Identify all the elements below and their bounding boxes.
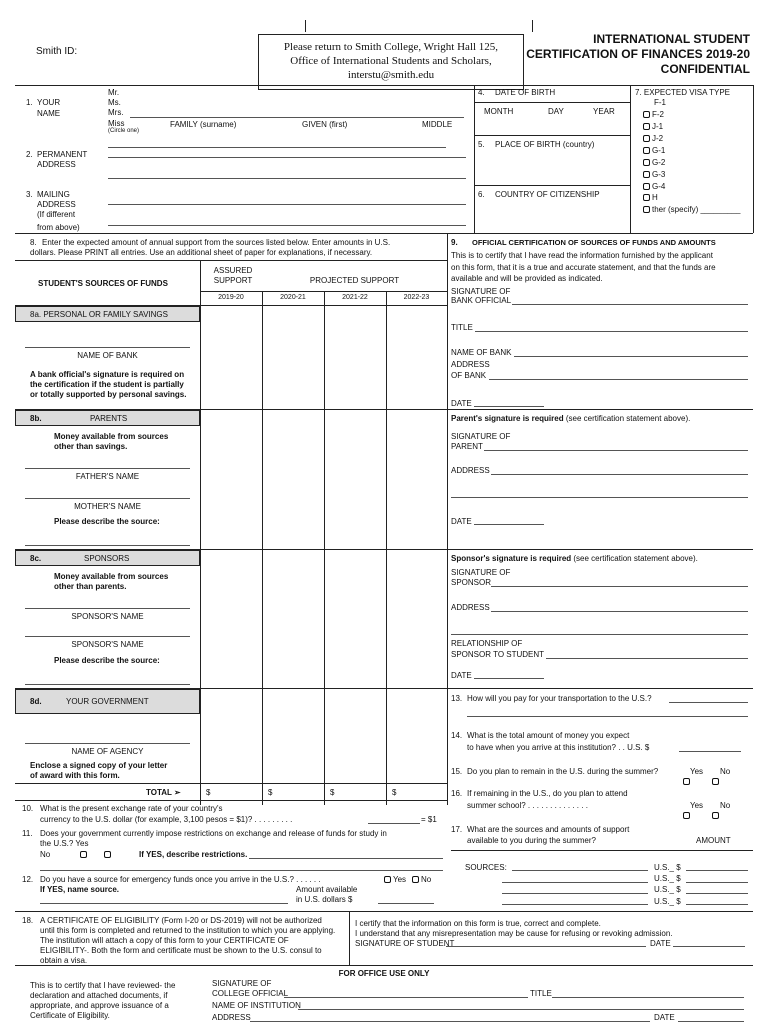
visa-f2[interactable]: F-2 <box>643 110 664 119</box>
assured-header-1: ASSURED <box>213 266 253 275</box>
form-title-1: INTERNATIONAL STUDENT <box>593 32 750 46</box>
q16-yes-label: Yes <box>690 801 704 810</box>
mailing-address-line-2[interactable] <box>108 225 466 226</box>
q12-number: 12. <box>22 875 34 884</box>
return-line-2: Office of International Students and Scholars, <box>290 55 492 67</box>
s8d-enclose-2: of award with this form. <box>30 771 120 780</box>
q11-if-yes: If YES, describe restrictions. <box>139 850 248 859</box>
parent-sig-required: Parent's signature is required (see certification statement above). <box>451 414 691 423</box>
s5-number: 5. <box>478 140 485 149</box>
bank-official-signature-line[interactable] <box>512 304 748 305</box>
assured-header-2: SUPPORT <box>213 276 253 285</box>
sponsor-date-line[interactable] <box>474 678 544 679</box>
q18-number: 18. <box>22 916 34 925</box>
emergency-amount-line[interactable] <box>378 903 434 904</box>
s2-number: 2. <box>26 150 33 159</box>
q16-text-2: summer school? . . . . . . . . . . . . . . <box>467 801 588 810</box>
q12-text-1: Do you have a source for emergency funds once you arrive in the U.S.? . . . . . . <box>40 875 321 884</box>
office-address-label: ADDRESS <box>212 1013 251 1022</box>
visa-g2[interactable]: G-2 <box>643 158 665 167</box>
q15-yes-label: Yes <box>690 767 704 776</box>
agency-name-label: NAME OF AGENCY <box>71 747 144 756</box>
s8b-money-1: Money available from sources <box>54 432 169 441</box>
return-email: interstu@smith.edu <box>347 69 435 81</box>
summer-source-line-3[interactable] <box>502 893 648 894</box>
s8-instructions-1: Enter the expected amount of annual support from the sources listed below. Enter amounts in U.S. <box>42 238 391 247</box>
s9-number: 9. <box>451 238 458 247</box>
q18-text-3: The institution will attach a copy of this form to your CERTIFICATE OF <box>40 936 289 945</box>
s7-label: 7. EXPECTED VISA TYPE <box>635 88 730 97</box>
s4-number: 4. <box>478 88 485 97</box>
circle-one-hint: (Circle one) <box>108 128 140 134</box>
sponsor-name-label-2: SPONSOR'S NAME <box>71 640 144 649</box>
mailing-address-line-1[interactable] <box>108 204 466 205</box>
visa-g4[interactable]: G-4 <box>643 182 665 191</box>
s8d-number: 8d. <box>30 697 42 706</box>
s9-text-2: on this form, that it is a true and accurate statement, and that the funds are <box>451 263 716 272</box>
return-line-1: Please return to Smith College, Wright Hall 125, <box>283 41 499 53</box>
s8c-number: 8c. <box>30 554 42 563</box>
office-title-line[interactable] <box>552 997 744 998</box>
q12-amount-1: Amount available <box>296 885 358 894</box>
s4-label: DATE OF BIRTH <box>495 88 556 97</box>
q11-no-label: No <box>40 850 51 859</box>
s1-label-your: YOUR <box>37 98 61 107</box>
student-signature-line[interactable] <box>446 946 646 947</box>
sponsor-sig-label-1: SIGNATURE OF <box>451 568 511 577</box>
given-label: GIVEN (first) <box>302 120 348 129</box>
emergency-source-line[interactable] <box>40 903 288 904</box>
name-input-line[interactable] <box>130 117 464 118</box>
sponsor-name-line-2[interactable] <box>25 636 190 637</box>
father-name-label: FATHER'S NAME <box>75 472 140 481</box>
s9-address-label-2: OF BANK <box>451 371 487 380</box>
total-dollar-2[interactable]: $ <box>268 788 273 797</box>
q15-number: 15. <box>451 767 463 776</box>
form-title-3: CONFIDENTIAL <box>660 62 750 76</box>
s8a-note-1: A bank official's signature is required on <box>30 370 185 379</box>
q10-text-2: currency to the U.S. dollar (for example, 3,100 pesos = $1)? . . . . . . . . . <box>40 815 293 824</box>
student-date-line[interactable] <box>673 946 745 947</box>
parent-sig-label-1: SIGNATURE OF <box>451 432 511 441</box>
q13-number: 13. <box>451 694 463 703</box>
q11-text-2: the U.S.? Yes <box>40 839 89 848</box>
sponsor-sig-label-2: SPONSOR <box>451 578 492 587</box>
sponsor-address-line-2[interactable] <box>451 634 748 635</box>
s8a-note-2: the certification if the student is partially <box>30 380 184 389</box>
sponsor-name-line-1[interactable] <box>25 608 190 609</box>
parent-signature-line[interactable] <box>484 450 748 451</box>
q17-amount-header: AMOUNT <box>696 836 731 845</box>
exchange-rate-line[interactable] <box>368 823 420 824</box>
parent-date-line[interactable] <box>474 524 544 525</box>
projected-header: PROJECTED SUPPORT <box>309 276 400 285</box>
sponsor-date-label: DATE <box>451 671 472 680</box>
s9-address-label-1: ADDRESS <box>451 360 490 369</box>
s8b-number: 8b. <box>30 414 42 423</box>
q11-text-1: Does your government currently impose restrictions on exchange and release of funds for study in <box>40 829 387 838</box>
q17-text-1: What are the sources and amounts of support <box>467 825 630 834</box>
q18-text-5: obtain a visa. <box>40 956 88 965</box>
s8c-money-2: other than parents. <box>54 582 127 591</box>
q13-answer-line-2[interactable] <box>467 716 748 717</box>
parent-address-line-2[interactable] <box>451 497 748 498</box>
s9-text-1: This is to certify that I have read the information furnished by the applicant <box>451 251 713 260</box>
visa-h[interactable]: H <box>643 193 658 202</box>
q11-yes-checkbox[interactable] <box>80 850 89 859</box>
agency-name-line[interactable] <box>25 743 190 744</box>
visa-g1[interactable]: G-1 <box>643 146 665 155</box>
sponsor-source-line[interactable] <box>25 684 190 685</box>
q13-answer-line-1[interactable] <box>669 702 748 703</box>
title-mr[interactable]: Mr. <box>108 88 120 97</box>
s3-number: 3. <box>26 190 33 199</box>
q14-text-2: to have when you arrive at this institution? . . U.S. $ <box>467 743 650 752</box>
s3-label-1: MAILING <box>37 190 70 199</box>
s9-bank-address-line[interactable] <box>489 379 748 380</box>
visa-f1[interactable]: F-1 <box>654 98 666 107</box>
s5-label: PLACE OF BIRTH (country) <box>495 140 595 149</box>
year-col-2: 2020-21 <box>280 294 306 301</box>
s8b-title: PARENTS <box>90 414 128 423</box>
q15-yes-checkbox[interactable] <box>683 777 692 786</box>
s8a-note-3: or totally supported by personal savings. <box>30 390 187 399</box>
college-official-signature-line[interactable] <box>284 997 528 998</box>
office-use-title: FOR OFFICE USE ONLY <box>338 969 430 978</box>
s6-number: 6. <box>478 190 485 199</box>
middle-label: MIDDLE <box>422 120 453 129</box>
summer-amount-2[interactable]: U.S._ $ <box>654 874 681 883</box>
sources-header: STUDENT'S SOURCES OF FUNDS <box>38 279 168 288</box>
title-mrs[interactable]: Mrs. <box>108 108 124 117</box>
s8d-enclose-1: Enclose a signed copy of your letter <box>30 761 168 770</box>
parent-source-line[interactable] <box>25 545 190 546</box>
q17-number: 17. <box>451 825 463 834</box>
q16-no-checkbox[interactable] <box>712 811 721 820</box>
s9-text-3: available and will be provided as indicated. <box>451 274 603 283</box>
parent-address-label: ADDRESS <box>451 466 490 475</box>
q12-if-yes: If YES, name source. <box>40 885 119 894</box>
institution-label: NAME OF INSTITUTION <box>212 1001 301 1010</box>
summer-source-line-1[interactable] <box>512 870 648 871</box>
bank-official-sig-label-2: BANK OFFICIAL <box>451 296 512 305</box>
mother-name-label: MOTHER'S NAME <box>74 502 141 511</box>
q16-text-1: If remaining in the U.S., do you plan to attend <box>467 789 628 798</box>
q18-text-2: until this form is completed and returned to the institution to which you are applying. <box>40 926 336 935</box>
total-dollar-4[interactable]: $ <box>392 788 397 797</box>
s8a-title: 8a. PERSONAL OR FAMILY SAVINGS <box>30 310 168 319</box>
parent-sig-label-2: PARENT <box>451 442 483 451</box>
total-dollar-3[interactable]: $ <box>330 788 335 797</box>
q11-number: 11. <box>22 829 33 838</box>
s2-label-1: PERMANENT <box>37 150 88 159</box>
q11-no-checkbox[interactable] <box>104 850 113 859</box>
s8b-describe: Please describe the source: <box>54 517 160 526</box>
year-col-1: 2019-20 <box>218 294 244 301</box>
office-address-line[interactable] <box>250 1021 650 1022</box>
q14-text-1: What is the total amount of money you expect <box>467 731 630 740</box>
summer-amount-4[interactable]: U.S._ $ <box>654 897 681 906</box>
visa-other[interactable]: ther (specify) _________ <box>643 205 741 214</box>
q14-number: 14. <box>451 731 463 740</box>
office-cert-4: Certificate of Eligibility. <box>30 1011 110 1020</box>
relationship-label-1: RELATIONSHIP OF <box>451 639 523 648</box>
family-label: FAMILY (surname) <box>170 120 237 129</box>
s2-label-2: ADDRESS <box>37 160 76 169</box>
q12-amount-2: in U.S. dollars $ <box>296 895 353 904</box>
cert-text-1: I certify that the information on this form is true, correct and complete. <box>355 919 601 928</box>
institution-line[interactable] <box>298 1009 744 1010</box>
office-cert-3: appropriate, and approve issuance of a <box>30 1001 169 1010</box>
bank-official-sig-label-1: SIGNATURE OF <box>451 287 511 296</box>
q10-end: = $1 <box>421 815 437 824</box>
relationship-line[interactable] <box>546 658 748 659</box>
bank-name-line[interactable] <box>25 347 190 348</box>
s3-label-3: (If different <box>37 210 76 219</box>
sponsor-signature-line[interactable] <box>491 586 748 587</box>
title-ms[interactable]: Ms. <box>108 98 121 107</box>
cert-text-2: I understand that any misrepresentation may be cause for refusing or revoking admission. <box>355 929 673 938</box>
s8c-describe: Please describe the source: <box>54 656 160 665</box>
s9-bank-name-label: NAME OF BANK <box>451 348 512 357</box>
restrictions-line-2[interactable] <box>40 870 443 871</box>
total-label: TOTAL ➢ <box>146 788 181 797</box>
visa-g3[interactable]: G-3 <box>643 170 665 179</box>
bank-official-title-line[interactable] <box>475 331 748 332</box>
s9-date-line[interactable] <box>474 406 544 407</box>
dob-day[interactable]: DAY <box>548 107 564 116</box>
visa-j2[interactable]: J-2 <box>643 134 663 143</box>
office-cert-2: declaration and attached documents, if <box>30 991 168 1000</box>
q17-text-2: available to you during the summer? <box>467 836 596 845</box>
father-name-line[interactable] <box>25 468 190 469</box>
s8b-money-2: other than savings. <box>54 442 128 451</box>
student-date-label: DATE <box>650 939 671 948</box>
q12-yes[interactable]: Yes <box>384 875 406 884</box>
office-cert-1: This is to certify that I have reviewed- the <box>30 981 176 990</box>
summer-amount-3[interactable]: U.S._ $ <box>654 885 681 894</box>
permanent-address-line-2[interactable] <box>108 178 466 179</box>
permanent-address-line-1[interactable] <box>108 157 466 158</box>
smith-id-label: Smith ID: <box>36 46 78 57</box>
sponsor-address-label: ADDRESS <box>451 603 490 612</box>
year-col-3: 2021-22 <box>342 294 368 301</box>
q18-text-4: ELIGIBILITY-. Both the form and certificate must be shown to the U.S. consul to <box>40 946 322 955</box>
s8-instructions-2: dollars. Please PRINT all entries. Use an additional sheet of paper for explanations, if necessary. <box>30 248 373 257</box>
s8c-title: SPONSORS <box>84 554 130 563</box>
q13-text: How will you pay for your transportation to the U.S.? <box>467 694 652 703</box>
year-col-4: 2022-23 <box>403 294 430 301</box>
summer-amount-1[interactable]: U.S._ $ <box>654 863 681 872</box>
q15-no-checkbox[interactable] <box>712 777 721 786</box>
q17-sources-label: SOURCES: <box>465 863 507 872</box>
bank-name-label: NAME OF BANK <box>77 351 138 360</box>
visa-j1[interactable]: J-1 <box>643 122 663 131</box>
q16-number: 16. <box>451 789 463 798</box>
summer-source-line-4[interactable] <box>502 904 648 905</box>
s9-bank-name-line[interactable] <box>514 356 748 357</box>
q10-number: 10. <box>22 804 34 813</box>
s9-title: OFFICIAL CERTIFICATION OF SOURCES OF FUNDS AND AMOUNTS <box>472 238 716 247</box>
q10-text-1: What is the present exchange rate of your country's <box>40 804 223 813</box>
q16-no-label: No <box>720 801 731 810</box>
s8-number: 8. <box>30 238 37 247</box>
s3-label-4: from above) <box>37 223 80 232</box>
q15-text: Do you plan to remain in the U.S. during the summer? <box>467 767 659 776</box>
q14-amount-line[interactable] <box>679 751 741 752</box>
title-miss[interactable]: Miss <box>108 119 125 128</box>
summer-source-line-2[interactable] <box>502 882 648 883</box>
q12-no[interactable]: No <box>412 875 431 884</box>
s8c-money-1: Money available from sources <box>54 572 169 581</box>
sponsor-address-line-1[interactable] <box>491 611 748 612</box>
mother-name-line[interactable] <box>25 498 190 499</box>
college-official-label-2: COLLEGE OFFICIAL <box>212 989 289 998</box>
student-sig-label: SIGNATURE OF STUDENT <box>355 939 455 948</box>
s8d-title: YOUR GOVERNMENT <box>66 697 149 706</box>
s1-number: 1. <box>26 98 33 107</box>
restrictions-line-1[interactable] <box>249 858 443 859</box>
s1-label-name: NAME <box>37 109 61 118</box>
parent-address-line-1[interactable] <box>491 474 748 475</box>
form-title-2: CERTIFICATION OF FINANCES 2019-20 <box>526 47 750 61</box>
college-official-label-1: SIGNATURE OF <box>212 979 272 988</box>
office-title-label: TITLE <box>530 989 552 998</box>
s9-title-label: TITLE <box>451 323 473 332</box>
q16-yes-checkbox[interactable] <box>683 811 692 820</box>
total-dollar-1[interactable]: $ <box>206 788 211 797</box>
dob-month[interactable]: MONTH <box>484 107 514 116</box>
dob-year[interactable]: YEAR <box>593 107 615 116</box>
q18-text-1: A CERTIFICATE OF ELIGIBILITY (Form I-20 or DS-2019) will not be authorized <box>40 916 322 925</box>
office-date-label: DATE <box>654 1013 675 1022</box>
s3-label-2: ADDRESS <box>37 200 76 209</box>
parent-date-label: DATE <box>451 517 472 526</box>
relationship-label-2: SPONSOR TO STUDENT <box>451 650 545 659</box>
sponsor-name-label-1: SPONSOR'S NAME <box>71 612 144 621</box>
q15-no-label: No <box>720 767 731 776</box>
s9-date-label: DATE <box>451 399 472 408</box>
s6-label: COUNTRY OF CITIZENSHIP <box>495 190 600 199</box>
sponsor-sig-required: Sponsor's signature is required (see certification statement above). <box>451 554 698 563</box>
office-date-line[interactable] <box>678 1021 744 1022</box>
